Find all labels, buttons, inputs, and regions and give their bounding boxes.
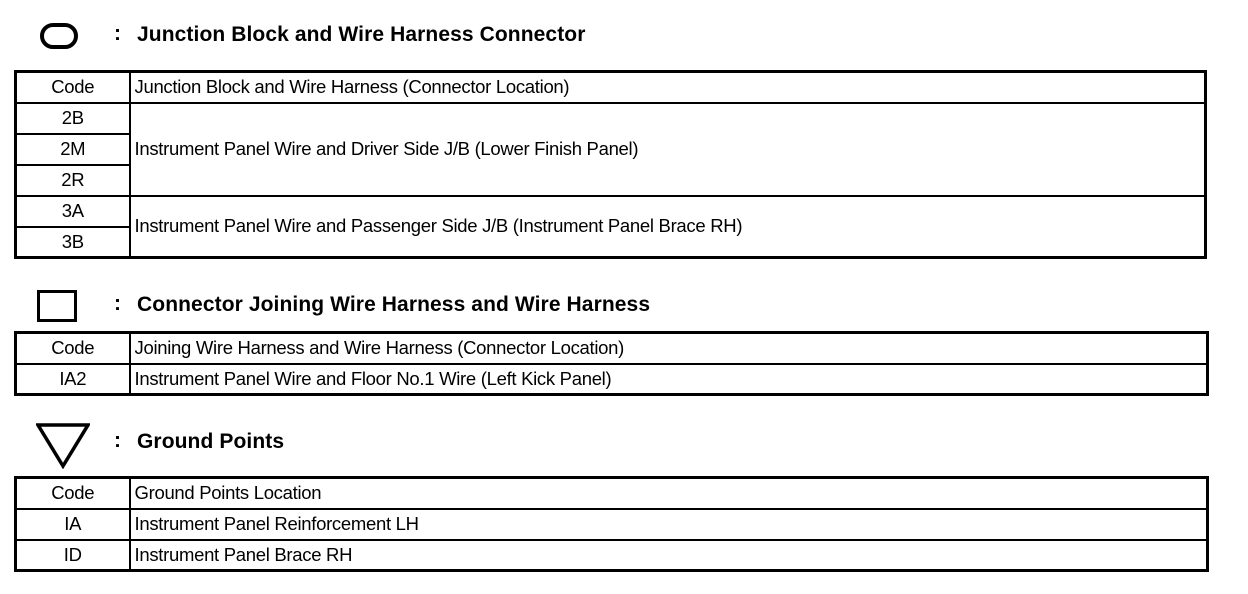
table-row — [16, 103, 1206, 134]
table-row — [16, 196, 1206, 227]
junction-block-table — [14, 70, 1207, 259]
section-1-title: Junction Block and Wire Harness Connector — [137, 23, 586, 46]
code-cell: ID — [16, 540, 130, 571]
desc-cell: Instrument Panel Wire and Driver Side J/B (Lower Finish Panel) — [130, 103, 1206, 196]
section-2-colon: : — [114, 292, 121, 315]
code-cell: IA — [16, 509, 130, 540]
ground-points-table — [14, 476, 1209, 572]
section-3-title: Ground Points — [137, 430, 285, 453]
table-header-row — [16, 72, 1206, 103]
table-row — [16, 540, 1208, 571]
ground-point-triangle-icon — [36, 423, 90, 469]
desc-cell: Instrument Panel Brace RH — [130, 540, 1208, 571]
desc-cell: Instrument Panel Wire and Floor No.1 Wire (Left Kick Panel) — [130, 364, 1208, 395]
desc-header: Junction Block and Wire Harness (Connector Location) — [130, 72, 1206, 103]
desc-header: Ground Points Location — [130, 478, 1208, 509]
table-header-row — [16, 333, 1208, 364]
section-2-title: Connector Joining Wire Harness and Wire Harness — [137, 293, 651, 316]
table-row — [16, 509, 1208, 540]
connector-rectangle-icon — [37, 290, 77, 322]
code-cell: 2B — [16, 103, 130, 134]
section-3-colon: : — [114, 429, 121, 452]
code-header: Code — [16, 478, 130, 509]
desc-header: Joining Wire Harness and Wire Harness (Connector Location) — [130, 333, 1208, 364]
code-cell: IA2 — [16, 364, 130, 395]
code-cell: 2R — [16, 165, 130, 196]
table-header-row — [16, 478, 1208, 509]
code-header: Code — [16, 333, 130, 364]
section-1-colon: : — [114, 22, 121, 45]
code-header: Code — [16, 72, 130, 103]
table-row — [16, 364, 1208, 395]
code-cell: 3B — [16, 227, 130, 258]
code-cell: 3A — [16, 196, 130, 227]
connector-table — [14, 331, 1209, 396]
desc-cell: Instrument Panel Reinforcement LH — [130, 509, 1208, 540]
junction-block-oval-icon — [40, 23, 78, 49]
code-cell: 2M — [16, 134, 130, 165]
desc-cell: Instrument Panel Wire and Passenger Side J/B (Instrument Panel Brace RH) — [130, 196, 1206, 258]
